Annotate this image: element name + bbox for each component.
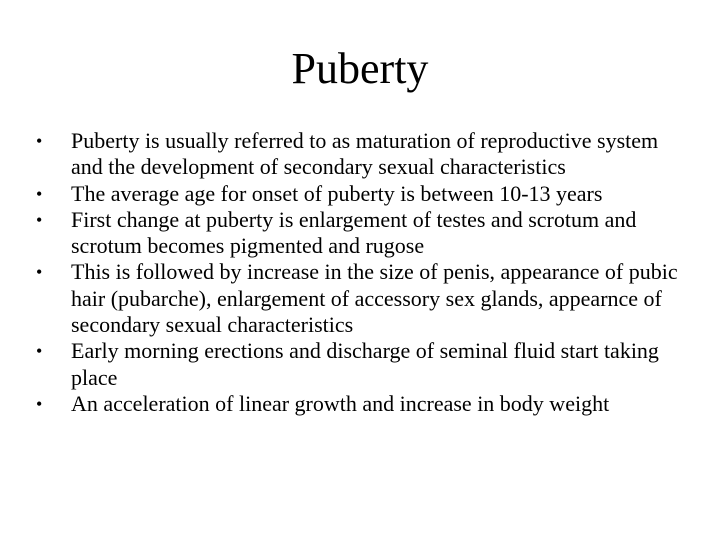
bullet-text-6: An acceleration of linear growth and increase in body weight [71, 390, 610, 416]
bullet-text-4: This is followed by increase in the size of penis, appearance of pubic hair (pubarche), enlargement of accessory sex glands, appearnce of secondary sexual characteristics [71, 259, 678, 338]
bullet-text-3: First change at puberty is enlargement of testes and scrotum and scrotum becomes pigmented and rugose [71, 206, 637, 259]
bullet-item-5 [36, 338, 686, 391]
bullet-list [36, 128, 686, 417]
bullet-item-1 [36, 128, 686, 181]
bullet-icon: • [36, 183, 43, 204]
bullet-text-5: Early morning erections and discharge of seminal fluid start taking place [71, 338, 659, 390]
bullet-icon: • [36, 262, 43, 283]
bullet-item-4 [36, 259, 686, 338]
bullet-item-6 [36, 391, 686, 417]
bullet-icon: • [36, 131, 43, 151]
bullet-text-1: Puberty is usually referred to as maturation of reproductive system and the development of secondary sexual characteristics [71, 128, 659, 180]
bullet-icon: • [36, 393, 43, 414]
bullet-item-2 [36, 181, 686, 207]
bullet-text-2: The average age for onset of puberty is between 10-13 years [71, 180, 603, 206]
bullet-item-3 [36, 207, 686, 260]
slide-title: Puberty [291, 44, 429, 93]
bullet-icon: • [36, 341, 43, 362]
bullet-icon: • [36, 209, 43, 230]
